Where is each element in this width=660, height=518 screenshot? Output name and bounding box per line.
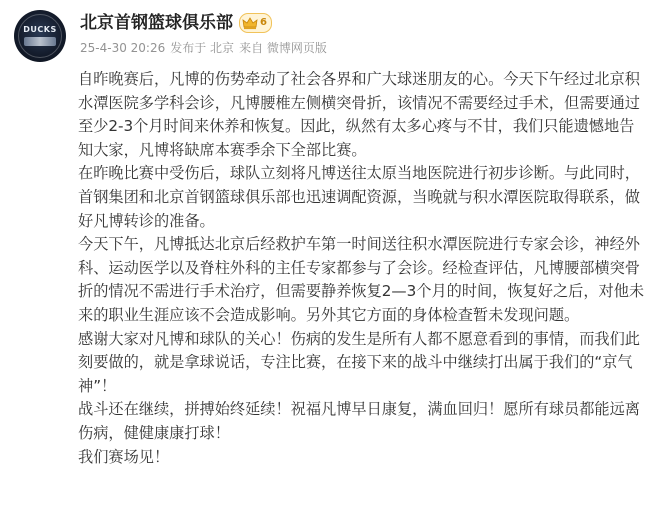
avatar[interactable] — [14, 10, 66, 62]
post-source: 来自 微博网页版 — [239, 41, 327, 55]
vip-badge[interactable] — [239, 13, 272, 33]
post-paragraph: 我们赛场见！ — [78, 447, 170, 466]
post-content — [78, 68, 648, 469]
post-time[interactable]: 25-4-30 20:26 — [80, 41, 166, 55]
post-paragraph: 今天下午，凡博抵达北京后经救护车第一时间送往积水潭医院进行专家会诊，神经外科、运动医学以及脊柱外科的主任专家都参与了会诊。经检查评估，凡博腰部横突骨折的情况不需进行手术治疗，但需要静养恢复2—3个月的时间，恢复好之后，对他未来的职业生涯应该不会造成影响。另外其它方面的身体检查暂未发现问题。 — [78, 235, 645, 324]
post-location: 发布于 北京 — [170, 41, 235, 55]
vip-level: 6 — [260, 17, 267, 28]
crown-icon — [242, 16, 258, 30]
avatar-logo-mark — [24, 37, 56, 46]
post-paragraph: 感谢大家对凡博和球队的关心！伤病的发生是所有人都不愿意看到的事情，而我们此刻要做的，就是拿球说话，专注比赛，在接下来的战斗中继续打出属于我们的“京气神”！ — [78, 329, 640, 395]
post-paragraph: 自昨晚赛后，凡博的伤势牵动了社会各界和广大球迷朋友的心。今天下午经过北京积水潭医院多学科会诊，凡博腰椎左侧横突骨折，该情况不需要经过手术，但需要通过至少2-3个月时间来休养和恢复。因此，纵然有太多心疼与不甘，我们只能遗憾地告知大家，凡博将缺席本赛季余下全部比赛。 — [78, 70, 640, 159]
post-paragraph: 战斗还在继续，拼搏始终延续！祝福凡博早日康复，满血回归！愿所有球员都能远离伤病，健健康康打球！ — [78, 400, 640, 442]
post-meta — [80, 40, 332, 56]
post-paragraph: 在昨晚比赛中受伤后，球队立刻将凡博送往太原当地医院进行初步诊断。与此同时，首钢集团和北京首钢篮球俱乐部也迅速调配资源，当晚就与积水潭医院取得联系，做好凡博转诊的准备。 — [78, 164, 640, 230]
header-name-row — [80, 11, 272, 35]
avatar-ring — [18, 14, 62, 58]
user-name[interactable]: 北京首钢篮球俱乐部 — [80, 13, 233, 33]
avatar-logo-text: DUCKS — [23, 25, 57, 34]
